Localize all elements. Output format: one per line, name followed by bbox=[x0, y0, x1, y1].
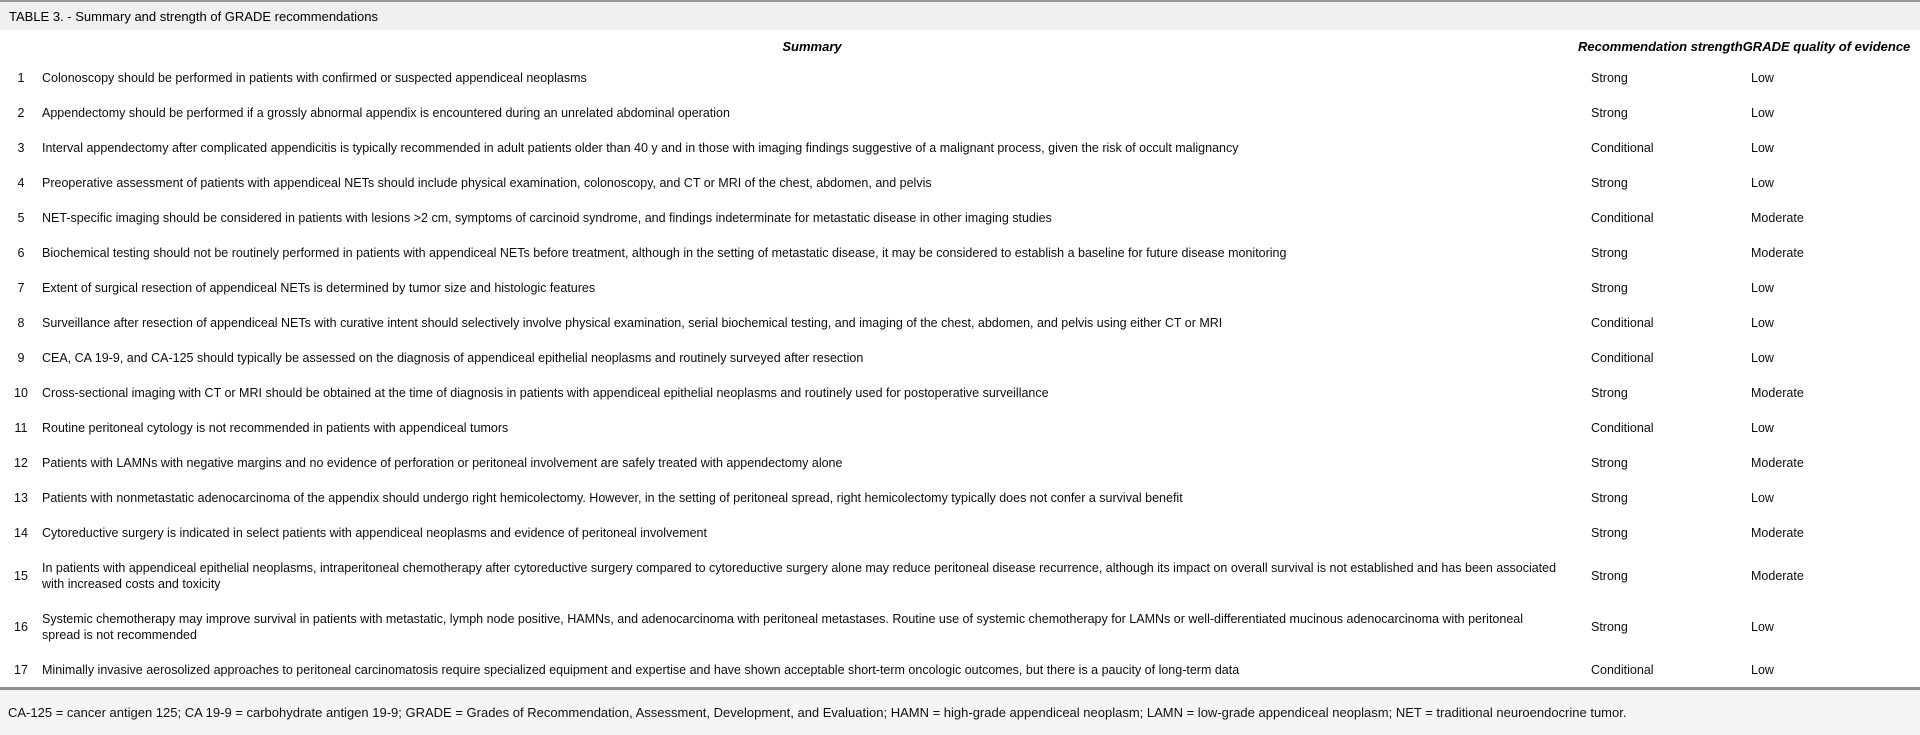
table-row bbox=[0, 652, 1920, 687]
row-number: 12 bbox=[14, 455, 28, 470]
row-summary: Biochemical testing should not be routinely performed in patients with appendiceal NETs before treatment, although in the setting of metastatic disease, it may be considered to establish a baseline for future disease monitoring bbox=[42, 245, 1287, 260]
table-row bbox=[0, 515, 1920, 550]
row-quality: Low bbox=[1751, 280, 1774, 295]
table-title: TABLE 3. - Summary and strength of GRADE recommendations bbox=[9, 8, 378, 24]
table-row bbox=[0, 480, 1920, 515]
row-number: 9 bbox=[17, 350, 25, 365]
row-strength: Strong bbox=[1591, 619, 1628, 634]
table-header-row bbox=[0, 30, 1920, 60]
column-header-group-right bbox=[1578, 39, 1910, 54]
row-strength: Strong bbox=[1591, 70, 1628, 85]
row-quality: Moderate bbox=[1751, 210, 1804, 225]
table-row bbox=[0, 60, 1920, 95]
row-number: 1 bbox=[17, 70, 25, 85]
row-quality: Moderate bbox=[1751, 455, 1804, 470]
table-body bbox=[0, 60, 1920, 687]
row-summary: Systemic chemotherapy may improve survival in patients with metastatic, lymph node positive, HAMNs, and adenocarcinoma with peritoneal metastases. Routine use of systemic chemotherapy for LAMNs or well-differentiated mucinous adenocarcinoma with peritoneal spread is not recommended bbox=[42, 611, 1524, 642]
row-strength: Strong bbox=[1591, 385, 1628, 400]
row-strength: Strong bbox=[1591, 455, 1628, 470]
row-strength: Strong bbox=[1591, 280, 1628, 295]
row-summary: Patients with nonmetastatic adenocarcinoma of the appendix should undergo right hemicolectomy. However, in the setting of peritoneal spread, right hemicolectomy typically does not confer a survival benefit bbox=[42, 490, 1183, 505]
row-summary: Cytoreductive surgery is indicated in select patients with appendiceal neoplasms and evidence of peritoneal involvement bbox=[42, 525, 707, 540]
row-strength: Conditional bbox=[1591, 315, 1654, 330]
row-summary: Preoperative assessment of patients with appendiceal NETs should include physical examination, colonoscopy, and CT or MRI of the chest, abdomen, and pelvis bbox=[42, 175, 932, 190]
row-quality: Low bbox=[1751, 105, 1774, 120]
row-summary: Routine peritoneal cytology is not recommended in patients with appendiceal tumors bbox=[42, 420, 509, 435]
row-strength: Strong bbox=[1591, 245, 1628, 260]
table-row bbox=[0, 445, 1920, 480]
row-quality: Low bbox=[1751, 619, 1774, 634]
table-row bbox=[0, 235, 1920, 270]
footnote: CA-125 = cancer antigen 125; CA 19-9 = carbohydrate antigen 19-9; GRADE = Grades of Recommendation, Assessment, Development, and Evaluation; HAMN = high-grade appendiceal neoplasm; LAMN = low-grade appendiceal neoplasm; NET = traditional neuroendocrine tumor. bbox=[8, 705, 1627, 720]
row-quality: Moderate bbox=[1751, 568, 1804, 583]
row-number: 10 bbox=[14, 385, 28, 400]
row-strength: Strong bbox=[1591, 175, 1628, 190]
row-number: 11 bbox=[14, 420, 28, 435]
table-row bbox=[0, 165, 1920, 200]
row-strength: Conditional bbox=[1591, 662, 1654, 677]
table-row bbox=[0, 200, 1920, 235]
row-number: 17 bbox=[14, 662, 28, 677]
table-row bbox=[0, 375, 1920, 410]
row-strength: Strong bbox=[1591, 490, 1628, 505]
column-header-quality: GRADE quality of evidence bbox=[1742, 39, 1911, 54]
table-row bbox=[0, 95, 1920, 130]
column-header-summary: Summary bbox=[782, 39, 842, 54]
column-header-strength: Recommendation strength bbox=[1578, 39, 1743, 54]
row-summary: Extent of surgical resection of appendiceal NETs is determined by tumor size and histologic features bbox=[42, 280, 596, 295]
row-strength: Conditional bbox=[1591, 210, 1654, 225]
row-quality: Low bbox=[1751, 350, 1774, 365]
row-quality: Moderate bbox=[1751, 245, 1804, 260]
row-number: 5 bbox=[17, 210, 25, 225]
row-summary: Appendectomy should be performed if a grossly abnormal appendix is encountered during an unrelated abdominal operation bbox=[42, 105, 730, 120]
row-strength: Strong bbox=[1591, 525, 1628, 540]
row-quality: Low bbox=[1751, 420, 1774, 435]
row-strength: Conditional bbox=[1591, 140, 1654, 155]
table-title-bar bbox=[0, 0, 1920, 30]
row-number: 3 bbox=[17, 140, 25, 155]
row-number: 14 bbox=[14, 525, 28, 540]
row-number: 15 bbox=[14, 568, 28, 583]
row-quality: Low bbox=[1751, 490, 1774, 505]
table-row bbox=[0, 410, 1920, 445]
row-number: 7 bbox=[17, 280, 25, 295]
row-strength: Strong bbox=[1591, 105, 1628, 120]
row-summary: Surveillance after resection of appendiceal NETs with curative intent should selectively involve physical examination, serial biochemical testing, and imaging of the chest, abdomen, and pelvis using either CT or MRI bbox=[42, 315, 1223, 330]
row-summary: Patients with LAMNs with negative margins and no evidence of perforation or peritoneal involvement are safely treated with appendectomy alone bbox=[42, 455, 843, 470]
table-row bbox=[0, 305, 1920, 340]
table-row bbox=[0, 270, 1920, 305]
table-row bbox=[0, 340, 1920, 375]
row-quality: Low bbox=[1751, 662, 1774, 677]
row-number: 13 bbox=[14, 490, 28, 505]
row-strength: Conditional bbox=[1591, 350, 1654, 365]
row-quality: Low bbox=[1751, 140, 1774, 155]
row-summary: Cross-sectional imaging with CT or MRI should be obtained at the time of diagnosis in patients with appendiceal epithelial neoplasms and routinely used for postoperative surveillance bbox=[42, 385, 1049, 400]
row-strength: Strong bbox=[1591, 568, 1628, 583]
row-summary: In patients with appendiceal epithelial neoplasms, intraperitoneal chemotherapy after cytoreductive surgery compared to cytoreductive surgery alone may reduce peritoneal disease recurrence, although its impact on overall survival is not established and has been associated with increased costs and toxicity bbox=[42, 560, 1557, 591]
row-summary: Colonoscopy should be performed in patients with confirmed or suspected appendiceal neoplasms bbox=[42, 70, 587, 85]
row-quality: Low bbox=[1751, 315, 1774, 330]
table-row bbox=[0, 550, 1920, 601]
row-number: 2 bbox=[17, 105, 25, 120]
row-summary: Interval appendectomy after complicated appendicitis is typically recommended in adult patients older than 40 y and in those with imaging findings suggestive of a malignant process, given the risk of occult malignancy bbox=[42, 140, 1239, 155]
row-number: 16 bbox=[14, 619, 28, 634]
row-number: 8 bbox=[17, 315, 25, 330]
row-quality: Moderate bbox=[1751, 385, 1804, 400]
row-quality: Moderate bbox=[1751, 525, 1804, 540]
row-summary: CEA, CA 19-9, and CA-125 should typically be assessed on the diagnosis of appendiceal epithelial neoplasms and routinely surveyed after resection bbox=[42, 350, 864, 365]
footnote-bar bbox=[0, 687, 1920, 735]
row-summary: NET-specific imaging should be considered in patients with lesions >2 cm, symptoms of carcinoid syndrome, and findings indeterminate for metastatic disease in other imaging studies bbox=[42, 210, 1052, 225]
row-quality: Low bbox=[1751, 70, 1774, 85]
row-strength: Conditional bbox=[1591, 420, 1654, 435]
row-number: 6 bbox=[17, 245, 25, 260]
row-quality: Low bbox=[1751, 175, 1774, 190]
table-row bbox=[0, 130, 1920, 165]
row-number: 4 bbox=[17, 175, 25, 190]
row-summary: Minimally invasive aerosolized approaches to peritoneal carcinomatosis require specialized equipment and expertise and have shown acceptable short-term oncologic outcomes, but there is a paucity of long-term data bbox=[42, 662, 1240, 677]
table-row bbox=[0, 601, 1920, 652]
